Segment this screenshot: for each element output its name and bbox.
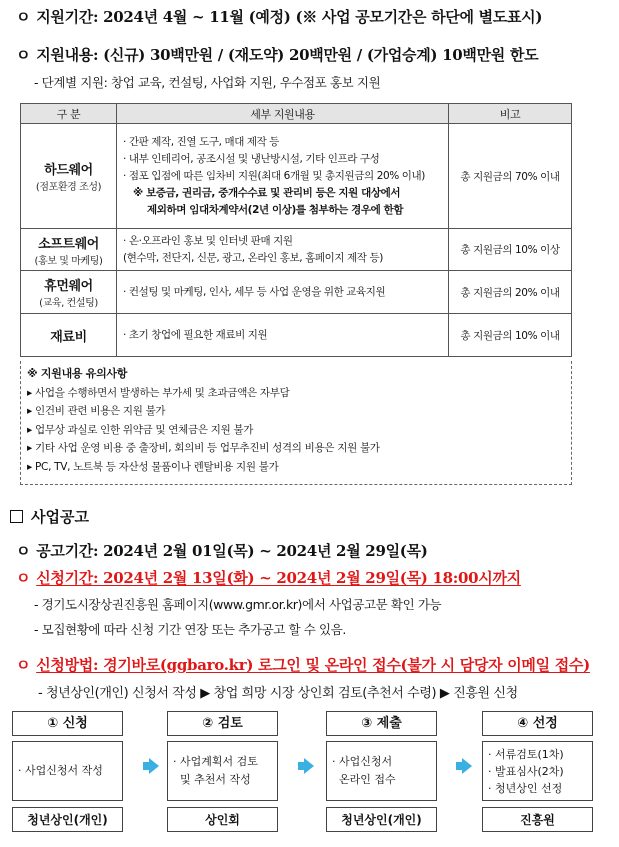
- table-row: [21, 271, 572, 314]
- list-item: ▸ 인건비 관련 비용은 지원 불가: [27, 405, 166, 417]
- support-period: ㅇ 지원기간: 2024년 4월 ~ 11월 (예정) (※ 사업 공모기간은 하단에 별도표시): [16, 8, 543, 26]
- apply-method-sub: - 청년상인(개인) 신청서 작성 ▶ 창업 희망 시장 상인회 검토(추천서 수령) ▶ 진흥원 신청: [38, 686, 518, 701]
- bullet-icon: ㅇ: [16, 542, 31, 560]
- section-title: 사업공고: [10, 506, 89, 527]
- step-actor: 상인회: [167, 807, 278, 832]
- row-note: 총 지원금의 20% 이내: [449, 271, 572, 314]
- row-detail: · 간판 제작, 진열 도구, 매대 제작 등 · 내부 인테리어, 공조시설 및 냉난방시설, 기타 인프라 구성 · 점포 입점에 따른 임차비 지원(최대 6개월 및 총지원금의 20% 이내) ※ 보증금, 권리금, 중개수수료 및 관리비 등은 지원 대상에서 제외하며 임대차계약서(2년 이상)를 첨부하는 경우에 한함: [117, 124, 449, 229]
- arrow-right-icon: [462, 758, 472, 774]
- list-item: ▸ 업무상 과실로 인한 위약금 및 연체금은 지원 불가: [27, 423, 254, 436]
- col-header-note: 비고: [449, 104, 572, 124]
- step-body: · 사업계획서 검토 및 추천서 작성: [167, 741, 278, 801]
- notes-title: ※ 지원내용 유의사항: [27, 367, 128, 380]
- step-body: · 사업신청서 온라인 접수: [326, 741, 437, 801]
- step-title: ② 검토: [167, 711, 278, 736]
- apply-sub-1: - 경기도시장상권진흥원 홈페이지(www.gmr.or.kr)에서 사업공고문 확인 가능: [34, 597, 442, 612]
- list-item: ▸ 사업을 수행하면서 발생하는 부가세 및 초과금액은 자부담: [27, 386, 290, 399]
- step-actor: 진흥원: [482, 807, 593, 832]
- step-title: ④ 선정: [482, 711, 593, 736]
- step-actor: 청년상인(개인): [326, 807, 437, 832]
- step-body: · 서류검토(1차) · 발표심사(2차) · 청년상인 선정: [482, 741, 593, 801]
- apply-sub-2: - 모집현황에 따라 신청 기간 연장 또는 추가공고 할 수 있음.: [34, 622, 346, 637]
- row-category: 재료비: [21, 314, 117, 357]
- bullet-icon: ㅇ: [16, 569, 31, 587]
- step-title: ③ 제출: [326, 711, 437, 736]
- table-row: [21, 124, 572, 229]
- row-category: 소프트웨어 (홍보 및 마케팅): [21, 229, 117, 271]
- support-content-sub: - 단계별 지원: 창업 교육, 컨설팅, 사업화 지원, 우수점포 홍보 지원: [34, 75, 381, 90]
- flow-step-apply: [12, 711, 123, 832]
- bullet-icon: ㅇ: [16, 46, 31, 64]
- step-body: · 사업신청서 작성: [12, 741, 123, 801]
- bullet-icon: ㅇ: [16, 8, 31, 26]
- support-table: [20, 103, 572, 357]
- row-detail: · 온·오프라인 홍보 및 인터넷 판매 지원 (현수막, 전단지, 신문, 광고, 온라인 홍보, 홈페이지 제작 등): [117, 229, 449, 271]
- row-detail: · 컨설팅 및 마케팅, 인사, 세무 등 사업 운영을 위한 교육지원: [117, 271, 449, 314]
- step-actor: 청년상인(개인): [12, 807, 123, 832]
- announce-period: ㅇ 공고기간: 2024년 2월 01일(목) ~ 2024년 2월 29일(목): [16, 542, 428, 560]
- list-item: ▸ PC, TV, 노트북 등 자산성 물품이나 렌탈비용 지원 불가: [27, 460, 279, 473]
- table-row: [21, 229, 572, 271]
- arrow-right-icon: [149, 758, 159, 774]
- support-content: ㅇ 지원내용: (신규) 30백만원 / (재도약) 20백만원 / (가업승계) 10백만원 한도: [16, 46, 539, 64]
- col-header-category: 구 분: [21, 104, 117, 124]
- table-row: [21, 314, 572, 357]
- row-note: 총 지원금의 70% 이내: [449, 124, 572, 229]
- row-note: 총 지원금의 10% 이내: [449, 314, 572, 357]
- arrow-right-icon: [304, 758, 314, 774]
- row-note: 총 지원금의 10% 이상: [449, 229, 572, 271]
- apply-method: ㅇ 신청방법: 경기바로(ggbaro.kr) 로그인 및 온라인 접수(불가 시 담당자 이메일 접수): [16, 656, 590, 674]
- row-detail: · 초기 창업에 필요한 재료비 지원: [117, 314, 449, 357]
- row-category: 휴먼웨어 (교육, 컨설팅): [21, 271, 117, 314]
- bullet-icon: ㅇ: [16, 656, 31, 674]
- flow-step-review: [167, 711, 278, 832]
- support-notes: [20, 361, 572, 485]
- apply-period: ㅇ 신청기간: 2024년 2월 13일(화) ~ 2024년 2월 29일(목) 18:00시까지: [16, 569, 521, 587]
- flow-step-submit: [326, 711, 437, 832]
- list-item: ▸ 기타 사업 운영 비용 중 출장비, 회의비 등 업무추진비 성격의 비용은 지원 불가: [27, 442, 380, 454]
- square-icon: [10, 510, 23, 523]
- col-header-detail: 세부 지원내용: [117, 104, 449, 124]
- flow-step-select: [482, 711, 593, 832]
- row-category: 하드웨어 (점포환경 조성): [21, 124, 117, 229]
- step-title: ① 신청: [12, 711, 123, 736]
